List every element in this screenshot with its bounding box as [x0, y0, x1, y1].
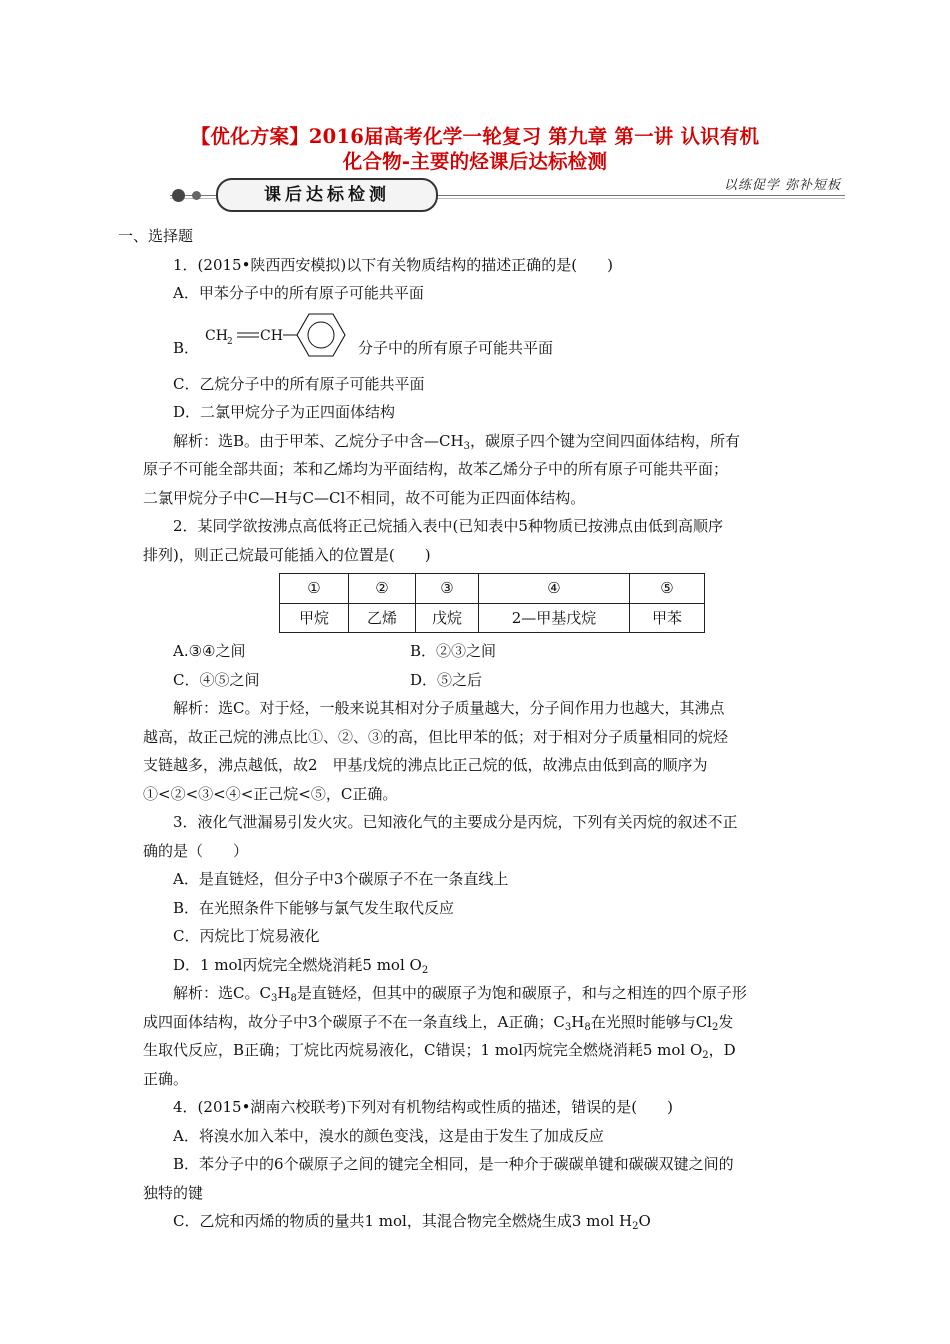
table-cell: 2—甲基戊烷 — [479, 603, 630, 633]
q1-stem: 1．(2015•陕西西安模拟)以下有关物质结构的描述正确的是( ) — [173, 255, 613, 274]
q3-answer-sub: 3 — [270, 993, 278, 1004]
q3-answer-line-4: 正确。 — [143, 1069, 189, 1088]
boiling-point-table — [279, 573, 705, 633]
q1-option-d: D．二氯甲烷分子为正四面体结构 — [173, 403, 396, 421]
q1-answer-line-1 — [143, 427, 810, 456]
section-banner — [170, 176, 845, 212]
q1-answer-sub: 3 — [463, 440, 470, 452]
q3-answer-sub: 8 — [290, 993, 297, 1004]
q2-options-row-2 — [143, 666, 810, 695]
q2-option-c: C．④⑤之间 — [173, 670, 260, 689]
document-body — [118, 222, 810, 1236]
table-row — [280, 574, 705, 604]
q1-answer-line-3: 二氯甲烷分子中C—H与C—Cl不相同，故不可能为正四面体结构。 — [143, 488, 586, 507]
q2-options-row-1 — [143, 637, 810, 666]
q3-answer-line-2 — [143, 1008, 810, 1037]
table-cell: 戊烷 — [416, 603, 479, 633]
q4-option-c-text: C．乙烷和丙烯的物质的量共1 mol，其混合物完全燃烧生成3 mol H — [173, 1212, 633, 1230]
q3-answer-text: H — [277, 984, 291, 1002]
q1-answer-line-2: 原子不可能全部共面；苯和乙烯均为平面结构，故苯乙烯分子中的所有原子可能共平面； — [143, 460, 729, 478]
q2-option-d: D．⑤之后 — [410, 670, 483, 689]
table-cell: 甲烷 — [280, 603, 349, 633]
table-cell: ③ — [416, 574, 479, 604]
q3-stem-line-1: 3．液化气泄漏易引发火灾。已知液化气的主要成分是丙烷，下列有关丙烷的叙述不正 — [173, 813, 738, 831]
q3-option-d — [143, 951, 810, 980]
document-title — [60, 124, 890, 174]
q3-answer-text: 成四面体结构，故分子中3个碳原子不在一条直线上，A正确；C — [143, 1012, 565, 1031]
q1-option-b — [143, 308, 810, 370]
table-cell: ⑤ — [630, 574, 705, 604]
q3-option-c: C．丙烷比丁烷易液化 — [173, 927, 320, 945]
q4-option-b-line-2: 独特的键 — [143, 1183, 204, 1202]
title-line-1: 【优化方案】2016届高考化学一轮复习 第九章 第一讲 认识有机 — [190, 125, 760, 148]
q2-stem-line-2: 排列)，则正己烷最可能插入的位置是( ) — [143, 545, 431, 564]
q4-stem: 4．(2015•湖南六校联考)下列对有机物结构或性质的描述，错误的是( ) — [173, 1098, 673, 1116]
table-cell: ① — [280, 574, 349, 604]
banner-motto: 以练促学 弥补短板 — [723, 178, 841, 193]
q3-answer-line-1 — [143, 979, 810, 1008]
banner-dot-small-icon — [192, 191, 201, 200]
table-cell: ② — [349, 574, 416, 604]
q3-answer-text: 发 — [718, 1012, 734, 1031]
title-line-2: 化合物-主要的烃课后达标检测 — [342, 150, 608, 173]
styrene-ch2-text: CH — [205, 327, 228, 344]
q2-answer-line-2: 越高，故正己烷的沸点比①、②、③的高，但比甲苯的低；对于相对分子质量相同的烷烃 — [143, 727, 729, 746]
q3-answer-sub: 8 — [584, 1021, 591, 1033]
section-heading: 一、选择题 — [118, 227, 194, 245]
q1-option-b-label: B． — [173, 338, 200, 357]
styrene-structure-icon — [203, 302, 353, 368]
q2-answer-line-3: 支链越多，沸点越低，故2 甲基戊烷的沸点比正己烷的低，故沸点由低到高的顺序为 — [143, 756, 708, 774]
q3-answer-text: 是直链烃，但其中的碳原子为饱和碳原子，和与之相连的四个原子形 — [296, 984, 747, 1002]
q3-answer-text: 解析：选C。C — [173, 984, 271, 1002]
q3-answer-text: H — [571, 1012, 585, 1031]
styrene-ch-text: CH — [260, 327, 283, 344]
q1-answer-text-cont: ，碳原子四个键为空间四面体结构，所有 — [469, 431, 740, 450]
q4-option-b-line-1: B．苯分子中的6个碳原子之间的键完全相同，是一种介于碳碳单键和碳碳双键之间的 — [173, 1155, 734, 1173]
table-row — [280, 603, 705, 633]
table-cell: 乙烯 — [349, 603, 416, 633]
banner-label: 课后达标检测 — [216, 178, 438, 212]
q2-option-b: B．②③之间 — [410, 642, 497, 660]
q3-answer-sub: 3 — [564, 1021, 572, 1033]
styrene-ch2-sub: 2 — [227, 336, 233, 347]
q3-answer-sub: 2 — [711, 1021, 719, 1033]
q3-option-b: B．在光照条件下能够与氯气发生取代反应 — [173, 898, 455, 917]
q4-option-c-sub: 2 — [632, 1221, 639, 1232]
q1-option-a: A．甲苯分子中的所有原子可能共平面 — [173, 284, 424, 302]
q2-stem-line-1: 2．某同学欲按沸点高低将正己烷插入表中(已知表中5种物质已按沸点由低到高顺序 — [173, 517, 723, 535]
table-cell: ④ — [479, 574, 630, 604]
q3-option-d-sub: 2 — [421, 964, 429, 976]
q4-option-a: A．将溴水加入苯中，溴水的颜色变浅，这是由于发生了加成反应 — [173, 1126, 604, 1145]
banner-dot-icon — [172, 189, 185, 202]
q3-option-d-text: D．1 mol丙烷完全燃烧消耗5 mol O — [173, 955, 422, 974]
q2-answer-line-4: ①<②<③<④<正己烷<⑤，C正确。 — [143, 784, 398, 803]
q3-answer-text: ，D — [708, 1041, 736, 1059]
q3-option-a: A．是直链烃，但分子中3个碳原子不在一条直线上 — [173, 870, 509, 888]
q1-answer-text: 解析：选B。由于甲苯、乙烷分子中含—CH — [173, 431, 464, 450]
q3-answer-line-3 — [143, 1036, 810, 1065]
q3-answer-text: 生取代反应，B正确；丁烷比丙烷易液化，C错误；1 mol丙烷完全燃烧消耗5 mol O — [143, 1041, 703, 1059]
q4-option-c-end: O — [638, 1212, 651, 1230]
table-cell: 甲苯 — [630, 603, 705, 633]
q3-stem-line-2: 确的是（ ） — [143, 841, 249, 860]
q1-option-b-text: 分子中的所有原子可能共平面 — [358, 338, 554, 357]
q4-option-c — [143, 1207, 810, 1236]
q1-option-c: C．乙烷分子中的所有原子可能共平面 — [173, 374, 425, 393]
q3-answer-sub: 2 — [702, 1050, 709, 1061]
q3-answer-text: 在光照时能够与Cl — [590, 1012, 712, 1031]
q2-option-a: A.③④之间 — [173, 642, 246, 660]
q2-answer-line-1: 解析：选C。对于烃，一般来说其相对分子质量越大，分子间作用力也越大，其沸点 — [173, 699, 725, 717]
